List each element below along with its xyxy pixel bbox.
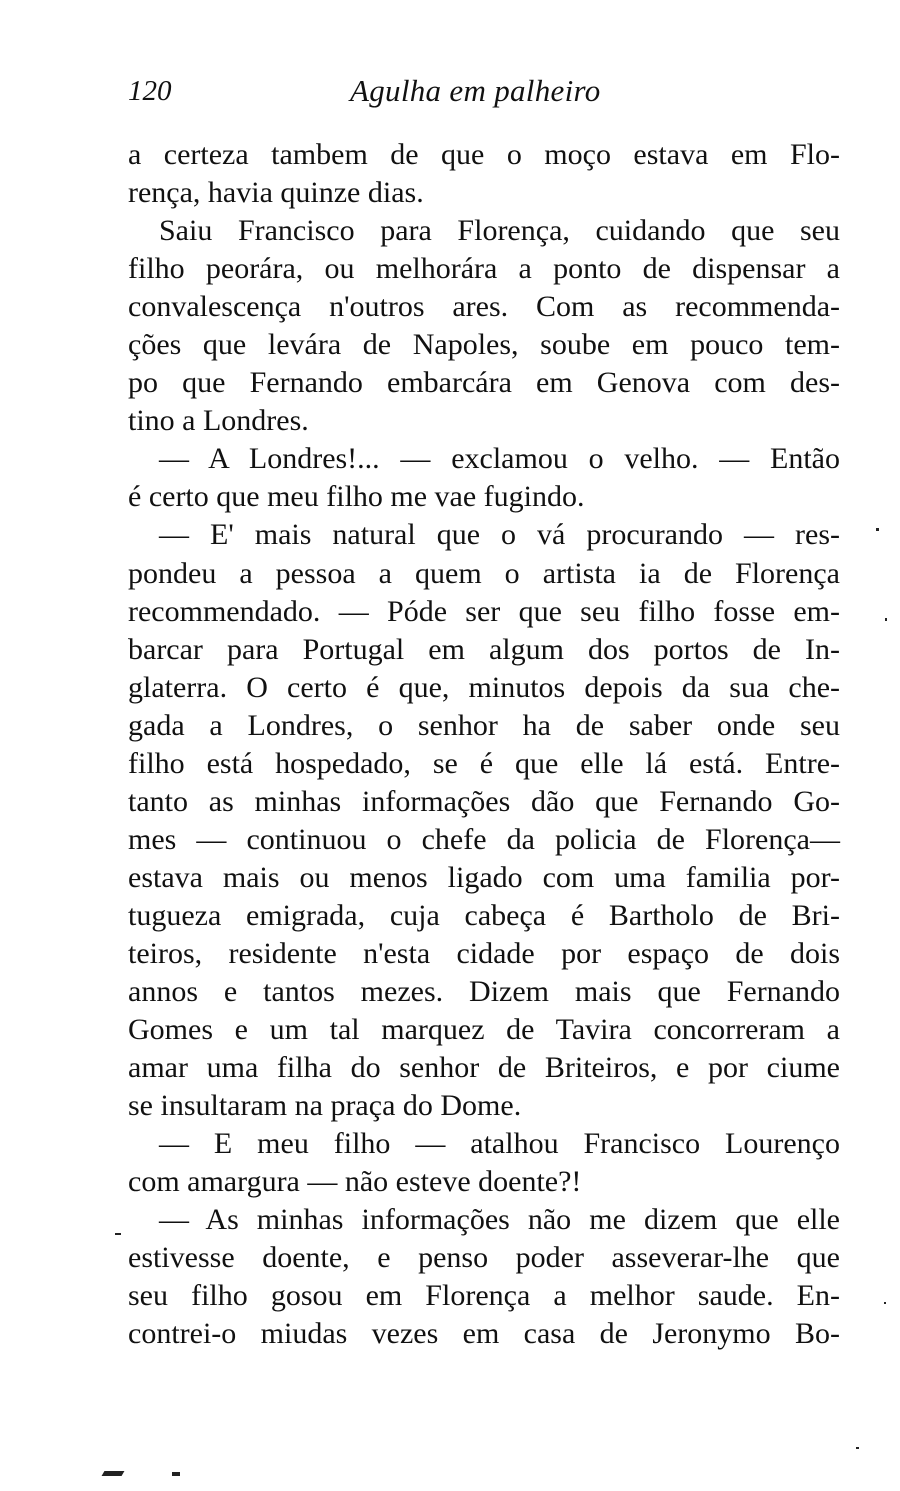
text-line: rença, havia quinze dias.: [128, 176, 424, 210]
ink-speck: [876, 528, 879, 531]
text-line: tugueza emigrada, cuja cabeça é Bartholo de Bri-: [128, 898, 840, 932]
text-line: ções que levára de Napoles, soube em pouco tem-: [128, 328, 840, 362]
text-line: annos e tantos mezes. Dizem mais que Fernando: [128, 975, 840, 1009]
text-line: se insultaram na praça do Dome.: [128, 1089, 522, 1123]
text-line: a certeza tambem de que o moço estava em Flo-: [128, 138, 840, 171]
ink-speck: [172, 1472, 180, 1476]
text-line: é certo que meu filho me vae fugindo.: [128, 480, 585, 514]
text-line: filho está hospedado, se é que elle lá está. Entre-: [128, 746, 840, 780]
text-line: pondeu a pessoa a quem o artista ia de Florença: [128, 556, 840, 590]
text-line: convalescença n'outros ares. Com as recommenda-: [128, 290, 840, 324]
text-line: Gomes e um tal marquez de Tavira concorreram a: [128, 1013, 840, 1047]
text-line: seu filho gosou em Florença a melhor saude. En-: [128, 1279, 840, 1313]
page-number: 120: [128, 75, 172, 107]
ink-speck: [884, 1302, 886, 1304]
text-line: — As minhas informações não me dizem que elle: [159, 1203, 840, 1237]
text-line: glaterra. O certo é que, minutos depois da sua che-: [128, 670, 840, 704]
ink-speck: [115, 1233, 121, 1235]
body-text: [128, 136, 840, 1354]
text-line: Saiu Francisco para Florença, cuidando que seu: [159, 214, 840, 248]
text-line: tino a Londres.: [128, 404, 309, 438]
page-header: [128, 66, 848, 116]
text-line: — E' mais natural que o vá procurando — res-: [159, 518, 840, 552]
text-line: po que Fernando embarcára em Genova com des-: [128, 366, 840, 400]
text-line: estava mais ou menos ligado com uma familia por-: [128, 860, 840, 894]
text-line: amar uma filha do senhor de Briteiros, e por ciume: [128, 1051, 840, 1085]
running-title: Agulha em palheiro: [350, 73, 601, 108]
ink-speck: [885, 618, 887, 621]
text-line: recommendado. — Póde ser que seu filho fosse em-: [128, 594, 840, 628]
text-line: tanto as minhas informações dão que Fernando Go-: [128, 784, 840, 818]
ink-speck: [102, 1471, 125, 1476]
text-line: contrei-o miudas vezes em casa de Jeronymo Bo-: [128, 1317, 840, 1351]
text-line: com amargura — não esteve doente?!: [128, 1165, 582, 1199]
text-line: filho peorára, ou melhorára a ponto de dispensar a: [128, 252, 840, 286]
text-line: estivesse doente, e penso poder asseverar-lhe que: [128, 1241, 840, 1275]
text-line: teiros, residente n'esta cidade por espaço de dois: [128, 936, 840, 970]
text-line: — E meu filho — atalhou Francisco Lourenço: [159, 1127, 840, 1161]
text-line: barcar para Portugal em algum dos portos de In-: [128, 632, 840, 666]
text-line: gada a Londres, o senhor ha de saber onde seu: [128, 708, 840, 742]
text-line: mes — continuou o chefe da policia de Florença—: [128, 822, 840, 856]
ink-speck: [856, 1447, 859, 1449]
text-line: — A Londres!... — exclamou o velho. — Então: [159, 442, 840, 476]
